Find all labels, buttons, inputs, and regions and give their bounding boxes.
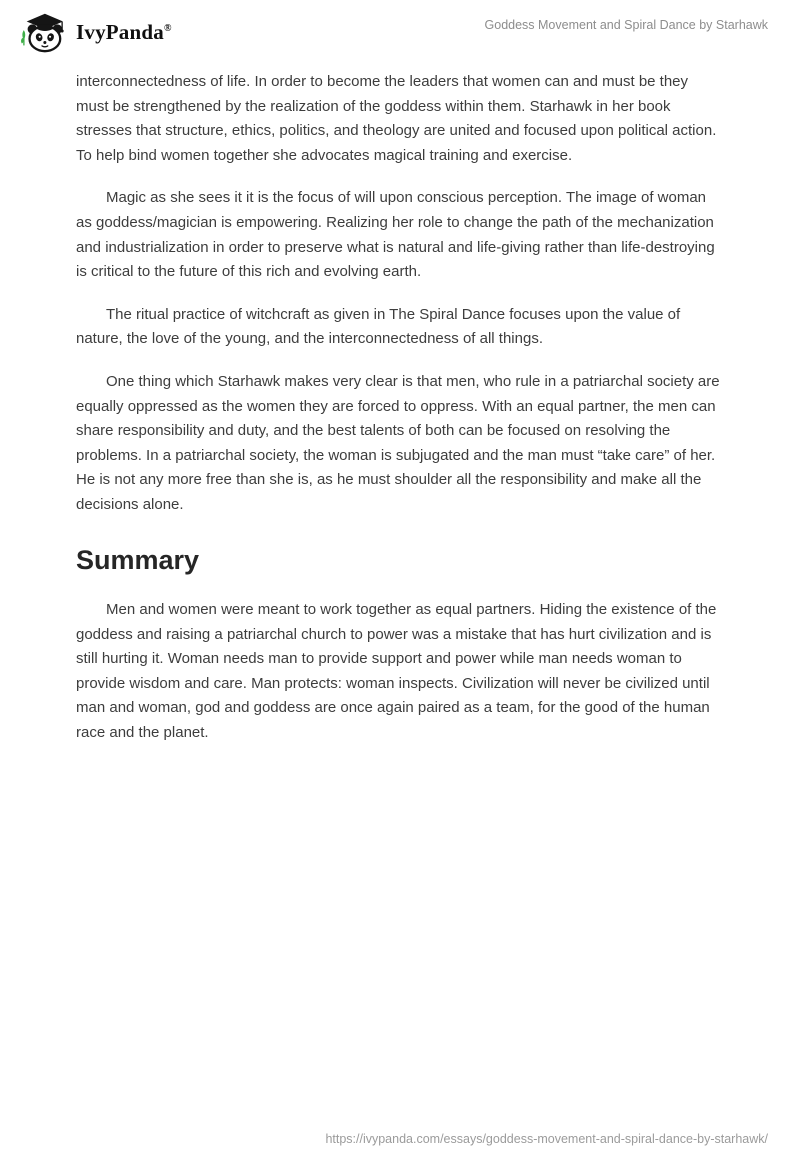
paragraph: Magic as she sees it it is the focus of will upon conscious perception. The image of woman as goddess/magician is empowering. Realizing her role to change the path of the mechanization and industrialization in order to preserve what is natural and life-giving rather than life-destroying is critical to the future of this rich and evolving earth. bbox=[76, 189, 715, 281]
source-url: https://ivypanda.com/essays/goddess-movement-and-spiral-dance-by-starhawk/ bbox=[325, 1132, 768, 1146]
document-title: Goddess Movement and Spiral Dance by Starhawk bbox=[484, 18, 768, 32]
panda-graduate-icon bbox=[19, 9, 65, 55]
paragraph: interconnectedness of life. In order to become the leaders that women can and must be they must be strengthened by the realization of the goddess within them. Starhawk in her book stresses that structure, ethics, politics, and theology are united and focused upon political action. To help bind women together she advocates magical training and exercise. bbox=[76, 73, 717, 164]
brand-text: IvyPanda bbox=[76, 19, 164, 44]
essay-body bbox=[0, 56, 800, 746]
registered-trademark: ® bbox=[163, 22, 172, 34]
page-header bbox=[0, 0, 800, 56]
ivypanda-logo[interactable] bbox=[18, 8, 66, 56]
paragraph: One thing which Starhawk makes very clear is that men, who rule in a patriarchal society are equally oppressed as the women they are forced to oppress. With an equal partner, the men can share responsibility and duty, and the best talents of both can be focused on resolving the problems. In a patriarchal society, the woman is subjugated and the man must “take care” of her. He is not any more free than she is, as he must shoulder all the responsibility and make all the decisions alone. bbox=[76, 372, 720, 513]
paragraph: The ritual practice of witchcraft as given in The Spiral Dance focuses upon the value of nature, the love of the young, and the interconnectedness of all things. bbox=[76, 305, 681, 348]
brand-name[interactable] bbox=[76, 20, 172, 45]
summary-heading: Summary bbox=[76, 544, 200, 575]
summary-paragraph: Men and women were meant to work together as equal partners. Hiding the existence of the goddess and raising a patriarchal church to power was a mistake that has hurt civilization and is still hurting it. Woman needs man to provide support and power while man needs woman to provide wisdom and care. Man protects: woman inspects. Civilization will never be civilized until man and woman, god and goddess are once again paired as a team, for the good of the human race and the planet. bbox=[76, 601, 717, 742]
